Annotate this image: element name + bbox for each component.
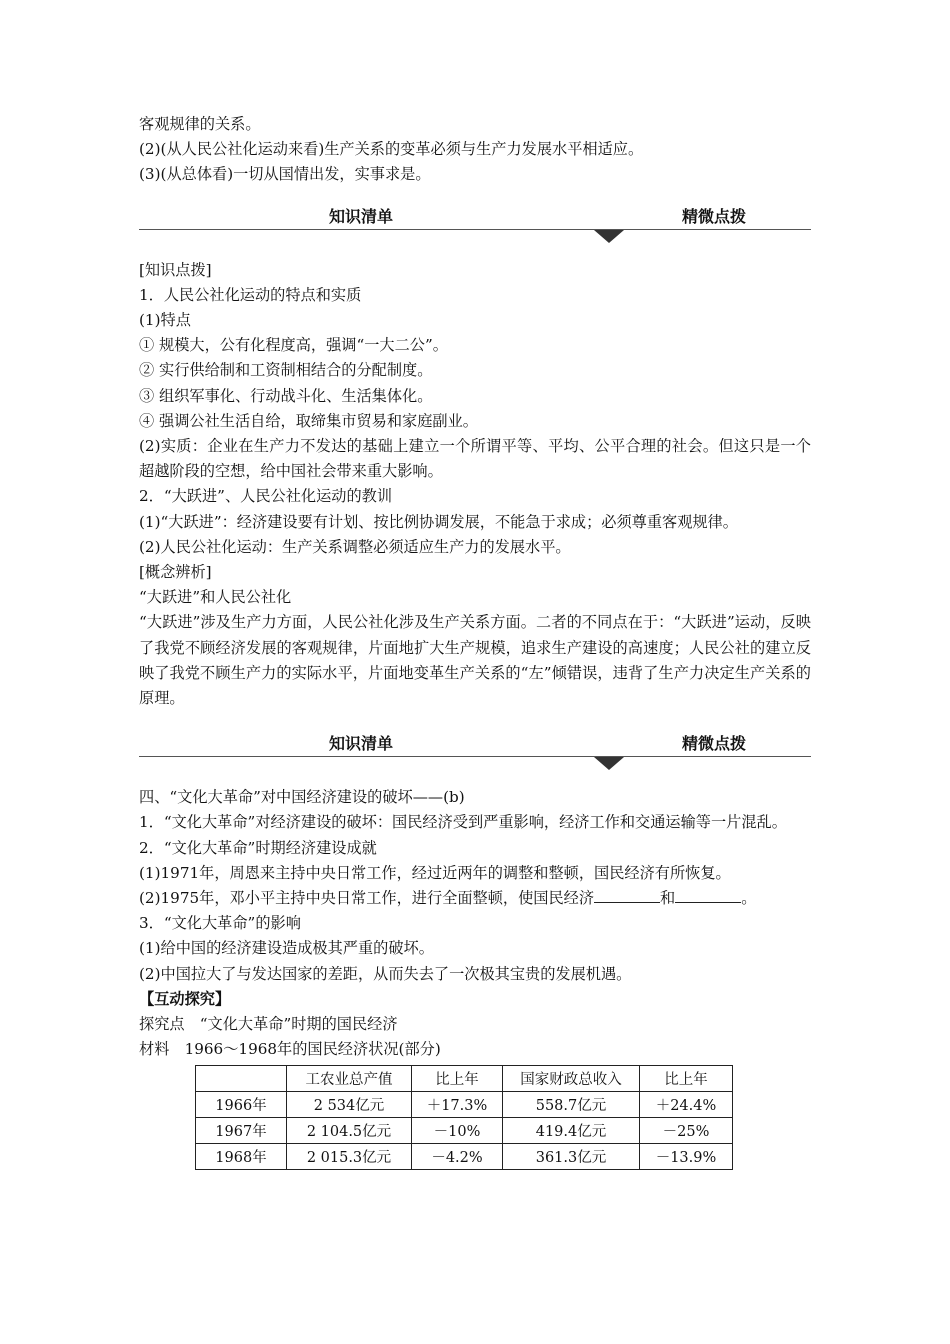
list-item: ② 实行供给制和工资制相结合的分配制度。 (139, 361, 433, 380)
table-cell: 2 015.3亿元 (287, 1143, 412, 1169)
text-line: 客观规律的关系。 (139, 115, 261, 133)
answer-blank[interactable] (594, 888, 660, 903)
text-line: (3)(从总体看)一切从国情出发，实事求是。 (139, 165, 431, 184)
heading: 1．人民公社化运动的特点和实质 (139, 285, 362, 304)
table-cell: ＋17.3% (412, 1091, 503, 1117)
table-cell: 1967年 (196, 1117, 287, 1143)
text-line: (2)人民公社化运动：生产关系调整必须适应生产力的发展水平。 (139, 537, 571, 556)
text-line: (2)(从人民公社化运动来看)生产关系的变革必须与生产力发展水平相适应。 (139, 140, 644, 159)
table-cell: 419.4亿元 (503, 1117, 640, 1143)
list-item: ③ 组织军事化、行动战斗化、生活集体化。 (139, 386, 433, 405)
banner-rule (139, 229, 811, 230)
list-item: ④ 强调公社生活自给，取缔集市贸易和家庭副业。 (139, 411, 478, 430)
table-row (196, 1143, 733, 1169)
banner-left-title: 知识清单 (329, 734, 394, 754)
banner-right-title: 精微点拨 (682, 734, 747, 754)
table-header-cell: 比上年 (412, 1065, 503, 1091)
triangle-down-icon (594, 230, 624, 243)
table-header-cell: 工农业总产值 (287, 1065, 412, 1091)
list-item: ① 规模大，公有化程度高，强调“一大二公”。 (139, 336, 448, 355)
table-row (196, 1091, 733, 1117)
table-cell: 1968年 (196, 1143, 287, 1169)
table-row (196, 1117, 733, 1143)
document-page (139, 112, 811, 1170)
banner-rule (139, 756, 811, 757)
table-cell: ＋24.4% (640, 1091, 733, 1117)
text-line: (1)给中国的经济建设造成极其严重的破坏。 (139, 939, 434, 958)
section-tag: 【互动探究】 (139, 989, 231, 1008)
paragraph: (2)实质：企业在生产力不发达的基础上建立一个所谓平等、平均、公平合理的社会。但这只是一个超越阶段的空想，给中国社会带来重大影响。 (139, 437, 811, 481)
text-fragment: (2)1975年，邓小平主持中央日常工作，进行全面整顿，使国民经济 (139, 889, 595, 908)
table-cell: －10% (412, 1117, 503, 1143)
table-cell: 558.7亿元 (503, 1091, 640, 1117)
banner-right-title: 精微点拨 (682, 206, 747, 226)
table-cell: －13.9% (640, 1143, 733, 1169)
table-cell: 2 104.5亿元 (287, 1117, 412, 1143)
text-fragment: 。 (741, 889, 757, 908)
fill-in-line (139, 886, 811, 911)
text-line: (2)中国拉大了与发达国家的差距，从而失去了一次极其宝贵的发展机遇。 (139, 964, 632, 983)
heading: 3．“文化大革命”的影响 (139, 914, 301, 933)
table-cell: －4.2% (412, 1143, 503, 1169)
paragraph: 1．“文化大革命”对经济建设的破坏：国民经济受到严重影响，经济工作和交通运输等一片混乱。 (139, 813, 787, 832)
triangle-down-icon (594, 757, 624, 770)
heading: 2．“大跃进”、人民公社化运动的教训 (139, 487, 393, 506)
economy-table (195, 1065, 733, 1170)
table-header-cell: 国家财政总收入 (503, 1065, 640, 1091)
table-cell: 2 534亿元 (287, 1091, 412, 1117)
heading: “大跃进”和人民公社化 (139, 588, 292, 607)
text-line: 材料 1966～1968年的国民经济状况(部分) (139, 1040, 441, 1059)
paragraph: “大跃进”涉及生产力方面，人民公社化涉及生产关系方面。二者的不同点在于：“大跃进”运动，反映了我党不顾经济发展的客观规律，片面地扩大生产规模，追求生产建设的高速度；人民公社的建立反映了我党不顾生产力的实际水平，片面地变革生产关系的“左”倾错误，违背了生产力决定生产关系的原理。 (139, 613, 811, 708)
banner-left-title: 知识清单 (329, 206, 394, 226)
table-cell: 361.3亿元 (503, 1143, 640, 1169)
text-fragment: 和 (660, 889, 676, 908)
section-banner (139, 194, 811, 242)
table-cell: －25% (640, 1117, 733, 1143)
heading: 2．“文化大革命”时期经济建设成就 (139, 838, 377, 857)
section-banner (139, 721, 811, 769)
table-cell: 1966年 (196, 1091, 287, 1117)
answer-blank[interactable] (675, 888, 741, 903)
text-line: (1)“大跃进”：经济建设要有计划、按比例协调发展，不能急于求成；必须尊重客观规律。 (139, 512, 738, 531)
text-line: (1)1971年，周恩来主持中央日常工作，经过近两年的调整和整顿，国民经济有所恢复。 (139, 863, 731, 882)
table-header-row (196, 1065, 733, 1091)
table-header-cell (196, 1065, 287, 1091)
section-tag: [概念辨析] (139, 563, 212, 582)
text-line: 探究点 “文化大革命”时期的国民经济 (139, 1015, 398, 1034)
section-tag: [知识点拨] (139, 260, 212, 279)
table-header-cell: 比上年 (640, 1065, 733, 1091)
section-title: 四、“文化大革命”对中国经济建设的破坏——(b) (139, 788, 465, 807)
text-line: (1)特点 (139, 311, 191, 330)
